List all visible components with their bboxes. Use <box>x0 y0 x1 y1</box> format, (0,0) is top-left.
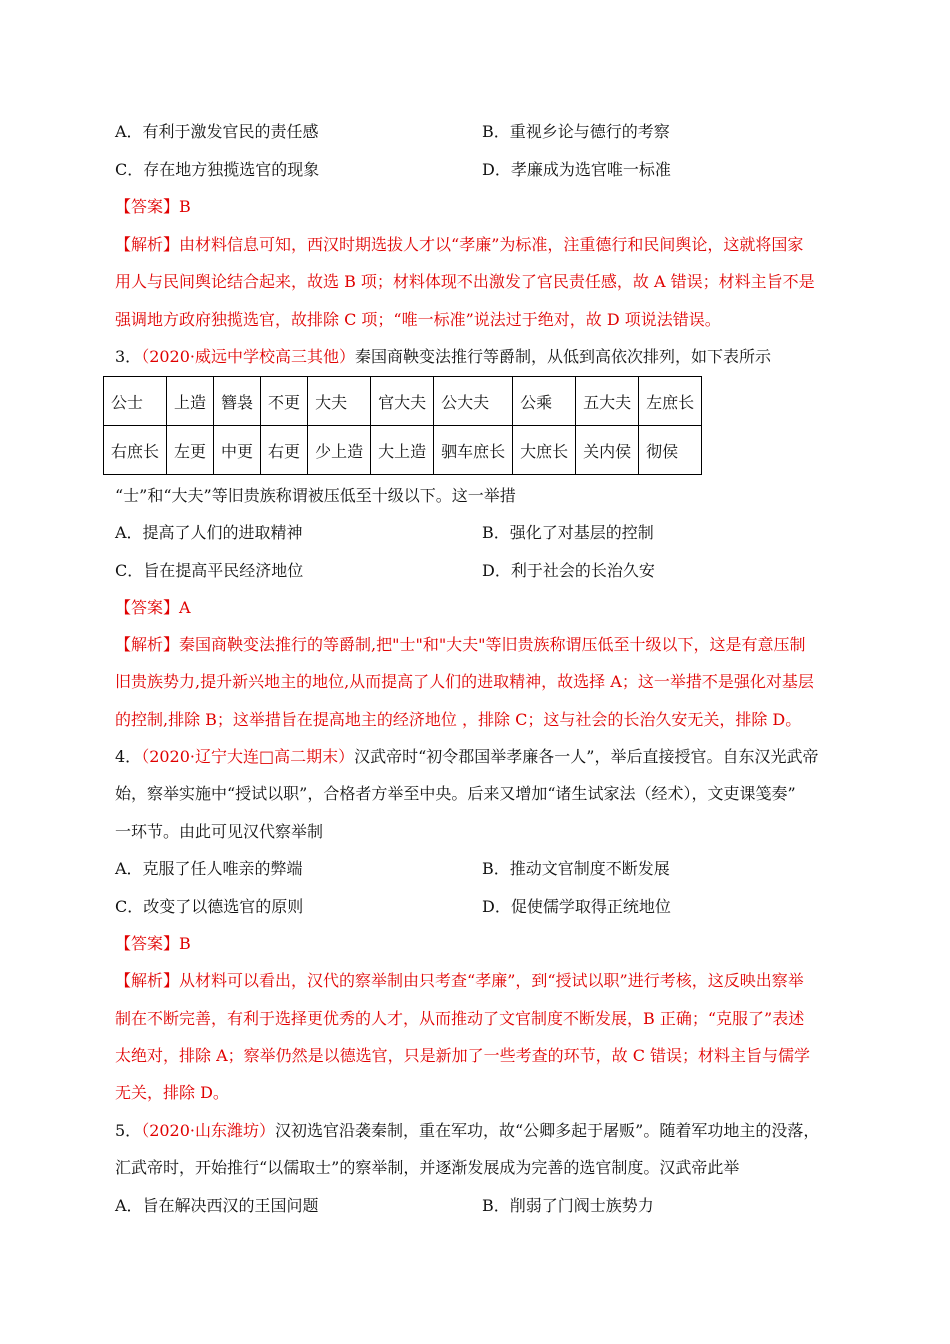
rank-cell: 大上造 <box>371 426 434 475</box>
rank-cell: 公大夫 <box>434 377 513 426</box>
rank-cell: 公乘 <box>513 377 576 426</box>
q4-answer-label: 【答案】 <box>115 934 180 953</box>
q4-analysis-line-4: 无关，排除 D。 <box>115 1083 229 1102</box>
q4-analysis-label: 【解析】 <box>115 971 180 990</box>
q4-number: 4． <box>115 747 142 766</box>
q5-stem-line-1 <box>115 1121 819 1141</box>
q3-source: （2020·威远中学校高三其他） <box>141 347 355 366</box>
q4-analysis-line-3: 太绝对，排除 A；察举仍然是以德选官，只是新加了一些考查的环节，故 C 错误；材料主旨与儒学 <box>115 1046 811 1065</box>
q4-option-b: B．推动文官制度不断发展 <box>482 859 670 878</box>
rank-cell: 左庶长 <box>639 377 702 426</box>
q3-option-d: D．利于社会的长治久安 <box>482 561 655 580</box>
q3-analysis-line-3: 的控制,排除 B；这举措旨在提高地主的经济地位 ，排除 C；这与社会的长治久安无关，排除 D。 <box>115 710 802 729</box>
rank-cell: 彻侯 <box>639 426 702 475</box>
q2-answer-label: 【答案】 <box>115 197 180 216</box>
q4-stem-line-1 <box>115 747 819 767</box>
q2-analysis-line-2: 用人与民间舆论结合起来，故选 B 项；材料体现不出激发了官民责任感，故 A 错误；材料主旨不是 <box>115 272 815 291</box>
rank-cell: 驷车庶长 <box>434 426 513 475</box>
q3-answer-value: A <box>179 598 191 617</box>
q2-answer-value: B <box>179 197 191 216</box>
q3-option-b: B．强化了对基层的控制 <box>482 523 654 542</box>
rank-table-row-1 <box>104 377 702 426</box>
q5-option-a: A．旨在解决西汉的王国问题 <box>115 1196 319 1215</box>
q3-analysis-line-1 <box>115 635 806 655</box>
rank-cell: 少上造 <box>308 426 371 475</box>
rank-cell: 右更 <box>261 426 308 475</box>
q2-answer <box>115 197 191 217</box>
q3-stem-text: 秦国商鞅变法推行等爵制，从低到高依次排列，如下表所示 <box>355 347 772 366</box>
q3-stem-2: “士”和“大夫”等旧贵族称谓被压低至十级以下。这一举措 <box>115 486 516 505</box>
q5-option-b: B．削弱了门阀士族势力 <box>482 1196 654 1215</box>
q5-stem-text-1: 汉初选官沿袭秦制，重在军功，故“公卿多起于屠贩”。随着军功地主的没落， <box>275 1121 820 1140</box>
q3-analysis-line-2: 旧贵族势力,提升新兴地主的地位,从而提高了人们的进取精神，故选择 A；这一举措不是强化对基层 <box>115 672 814 691</box>
q2-option-d: D．孝廉成为选官唯一标准 <box>482 160 671 179</box>
rank-cell: 簪袅 <box>214 377 261 426</box>
q4-stem-text-1: 汉武帝时“初令郡国举孝廉各一人”，举后直接授官。自东汉光武帝 <box>354 747 819 766</box>
rank-cell: 大夫 <box>308 377 371 426</box>
q3-option-a: A．提高了人们的进取精神 <box>115 523 303 542</box>
q3-answer-label: 【答案】 <box>115 598 180 617</box>
q4-analysis-line-1 <box>115 971 804 991</box>
q2-analysis-label: 【解析】 <box>115 235 180 254</box>
q4-answer <box>115 934 191 954</box>
q3-stem <box>115 347 771 367</box>
q3-answer <box>115 598 191 618</box>
q4-option-a: A．克服了任人唯亲的弊端 <box>115 859 303 878</box>
q2-option-a: A．有利于激发官民的责任感 <box>115 122 319 141</box>
q4-answer-value: B <box>179 934 191 953</box>
q4-stem-line-2: 始，察举实施中“授试以职”，合格者方举至中央。后来又增加“诸生试家法（经术），文吏课笺奏” <box>115 784 796 803</box>
rank-cell: 右庶长 <box>104 426 167 475</box>
rank-cell: 公士 <box>104 377 167 426</box>
rank-cell: 左更 <box>167 426 214 475</box>
rank-table <box>103 376 702 475</box>
q2-option-b: B．重视乡论与德行的考察 <box>482 122 670 141</box>
q4-option-c: C．改变了以德选官的原则 <box>115 897 304 916</box>
q5-number: 5． <box>115 1121 142 1140</box>
q3-option-c: C．旨在提高平民经济地位 <box>115 561 304 580</box>
rank-cell: 不更 <box>261 377 308 426</box>
q2-analysis-line-3: 强调地方政府独揽选官，故排除 C 项；“唯一标准”说法过于绝对，故 D 项说法错误。 <box>115 310 721 329</box>
q2-option-c: C．存在地方独揽选官的现象 <box>115 160 320 179</box>
rank-cell: 官大夫 <box>371 377 434 426</box>
rank-cell: 五大夫 <box>576 377 639 426</box>
rank-cell: 中更 <box>214 426 261 475</box>
q3-analysis-text-1: 秦国商鞅变法推行的等爵制,把"士"和"大夫"等旧贵族称谓压低至十级以下，这是有意压制 <box>179 635 806 654</box>
q3-number: 3． <box>115 347 142 366</box>
q5-source: （2020·山东潍坊） <box>141 1121 275 1140</box>
rank-cell: 关内侯 <box>576 426 639 475</box>
q4-source: （2020·辽宁大连□高二期末） <box>141 747 355 766</box>
q4-stem-line-3: 一环节。由此可见汉代察举制 <box>115 822 324 841</box>
rank-cell: 上造 <box>167 377 214 426</box>
q4-option-d: D．促使儒学取得正统地位 <box>482 897 671 916</box>
rank-table-row-2 <box>104 426 702 475</box>
q4-analysis-text-1: 从材料可以看出，汉代的察举制由只考查“孝廉”，到“授试以职”进行考核，这反映出察举 <box>179 971 804 990</box>
q5-stem-line-2: 汇武帝时，开始推行“以儒取士”的察举制，并逐渐发展成为完善的选官制度。汉武帝此举 <box>115 1158 740 1177</box>
q2-analysis-line-1 <box>115 235 803 255</box>
rank-cell: 大庶长 <box>513 426 576 475</box>
q3-analysis-label: 【解析】 <box>115 635 180 654</box>
q4-analysis-line-2: 制在不断完善，有利于选择更优秀的人才，从而推动了文官制度不断发展，B 正确；“克服了”表述 <box>115 1009 805 1028</box>
q2-analysis-text-1: 由材料信息可知，西汉时期选拔人才以“孝廉”为标准，注重德行和民间舆论，这就将国家 <box>179 235 804 254</box>
